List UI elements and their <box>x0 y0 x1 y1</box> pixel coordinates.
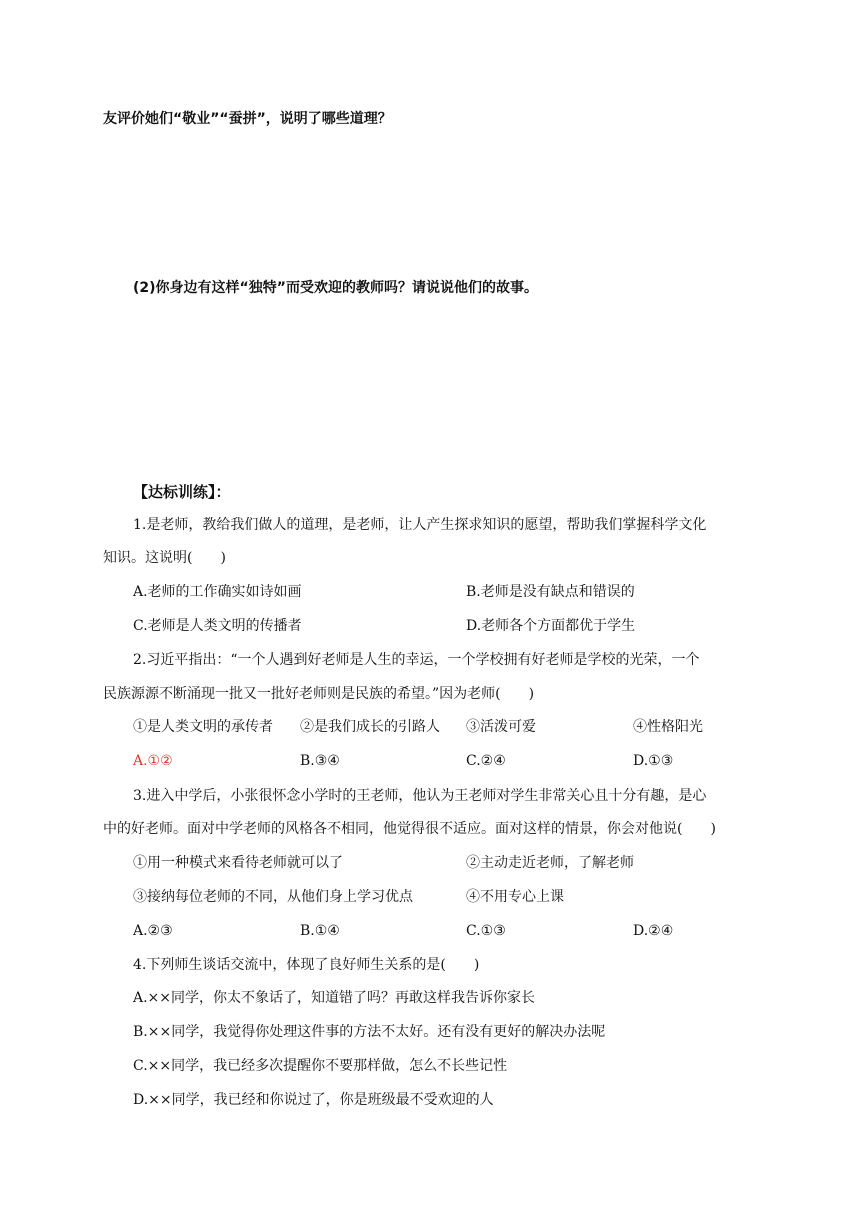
q3-statement-2: ②主动走近老师，了解老师 <box>466 855 634 871</box>
q2-option-c: C.②④ <box>466 753 506 769</box>
q3-stem-line-1: 3.进入中学后，小张很怀念小学时的王老师，他认为王老师对学生非常关心且十分有趣，是心 <box>133 788 707 804</box>
q4-option-a: A.××同学，你太不象话了，知道错了吗？再敢这样我告诉你家长 <box>133 990 536 1006</box>
section-title: 【达标训练】： <box>133 483 231 501</box>
q2-option-b: B.③④ <box>300 753 340 769</box>
q3-option-d: D.②④ <box>633 923 674 939</box>
q3-statement-3: ③接纳每位老师的不同，从他们身上学习优点 <box>133 889 413 905</box>
q3-option-c: C.①③ <box>466 923 506 939</box>
q2-stem-line-2: 民族源源不断涌现一批又一批好老师则是民族的希望。”因为老师( ) <box>103 686 535 702</box>
question-2-prompt: (2)你身边有这样“独特”而受欢迎的教师吗？请说说他们的故事。 <box>133 280 538 296</box>
q1-option-a: A.老师的工作确实如诗如画 <box>133 584 302 600</box>
q1-stem-line-1: 1.是老师，教给我们做人的道理，是老师，让人产生探求知识的愿望，帮助我们掌握科学文化 <box>133 517 707 533</box>
q4-option-d: D.××同学，我已经和你说过了，你是班级最不受欢迎的人 <box>133 1092 494 1108</box>
q2-statement-2: ②是我们成长的引路人 <box>300 719 440 735</box>
q4-stem: 4.下列师生谈话交流中，体现了良好师生关系的是( ) <box>133 957 480 973</box>
q2-statement-3: ③活泼可爱 <box>466 719 536 735</box>
q3-statement-1: ①用一种模式来看待老师就可以了 <box>133 855 343 871</box>
q1-option-b: B.老师是没有缺点和错误的 <box>466 584 635 600</box>
q1-option-d: D.老师各个方面都优于学生 <box>466 618 636 634</box>
q1-option-c: C.老师是人类文明的传播者 <box>133 618 302 634</box>
q3-option-a: A.②③ <box>133 923 173 939</box>
question-1-continuation: 友评价她们“敬业”“蚕拼”，说明了哪些道理？ <box>103 111 392 127</box>
q3-option-b: B.①④ <box>300 923 340 939</box>
q2-option-a-answer: A.①② <box>133 753 173 769</box>
q2-option-d: D.①③ <box>633 753 674 769</box>
q3-stem-line-2: 中的好老师。面对中学老师的风格各不相同，他觉得很不适应。面对这样的情景，你会对他说( ) <box>103 821 716 837</box>
q4-option-c: C.××同学，我已经多次提醒你不要那样做，怎么不长些记性 <box>133 1058 508 1074</box>
q2-stem-line-1: 2.习近平指出：“一个人遇到好老师是人生的幸运，一个学校拥有好老师是学校的光荣，一个 <box>133 652 700 668</box>
q2-statement-1: ①是人类文明的承传者 <box>133 719 273 735</box>
q1-stem-line-2: 知识。这说明( ) <box>103 550 226 566</box>
q2-statement-4: ④性格阳光 <box>633 719 703 735</box>
q4-option-b: B.××同学，我觉得你处理这件事的方法不太好。还有没有更好的解决办法呢 <box>133 1024 606 1040</box>
q3-statement-4: ④不用专心上课 <box>466 889 564 905</box>
